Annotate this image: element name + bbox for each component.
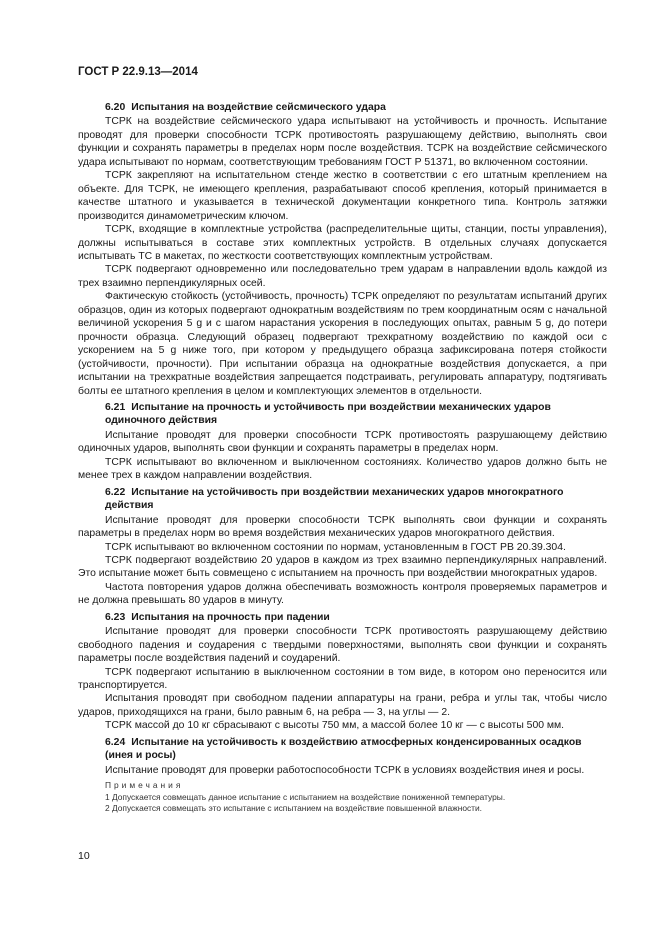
section-title: Испытание на устойчивость при воздействии механических ударов многократного действия	[105, 486, 564, 512]
section-6-21	[78, 401, 607, 483]
paragraph: Испытание проводят для проверки работоспособности ТСРК в условиях воздействия инея и росы.	[105, 764, 585, 776]
section-heading	[78, 401, 607, 428]
paragraph: ТСРК на воздействие сейсмического удара испытывают на устойчивость и прочность. Испытание проводят для проверки способности ТСРК противостоять разрушающему действию, выполнять свои функции и сохранять параметры в пределах норм после воздействия. ТСРК на воздействие сейсмического удара испытывают по нормам, соответствующим требованиям ГОСТ Р 51371, во включенном состоянии.	[78, 116, 607, 168]
page-content	[78, 98, 607, 815]
paragraph: ТСРК закрепляют на испытательном стенде жестко в соответствии с его штатным креплением на объекте. Для ТСРК, не имеющего крепления, разрабатывают способ крепления, который принимается в качестве штатного и указывается в технической документации конкретного типа. Контроль затяжки производится динамометрическим ключом.	[78, 170, 607, 222]
section-6-23	[78, 611, 607, 733]
section-6-22	[78, 486, 607, 608]
section-heading	[78, 736, 607, 763]
section-number: 6.23	[105, 611, 126, 623]
document-header: ГОСТ Р 22.9.13—2014	[78, 66, 198, 78]
paragraph: ТСРК испытывают во включенном и выключенном состояниях. Количество ударов должно быть не менее трех в каждом направлении воздействия.	[78, 456, 607, 482]
section-6-24	[78, 736, 607, 777]
notes-title: Примечания	[105, 780, 184, 791]
section-6-20	[78, 101, 607, 398]
section-title: Испытания на прочность при падении	[131, 611, 330, 623]
section-number: 6.20	[105, 102, 126, 113]
paragraph: ТСРК подвергают одновременно или последовательно трем ударам в направлении вдоль каждой из трех взаимно перпендикулярных осей.	[78, 264, 607, 289]
paragraph: ТСРК массой до 10 кг сбрасывают с высоты 750 мм, а массой более 10 кг — с высоты 500 мм.	[105, 720, 565, 732]
paragraph: Частота повторения ударов должна обеспечивать возможность контроля проверяемых параметров и не должна превышать 80 ударов в минуту.	[78, 581, 607, 607]
section-heading	[78, 486, 607, 513]
note-item: 1 Допускается совмещать данное испытание с испытанием на воздействие пониженной температуры.	[105, 791, 506, 802]
paragraph: Фактическую стойкость (устойчивость, прочность) ТСРК определяют по результатам испытаний других образцов, один из которых подвергают однократным воздействиям по трем координатным осям с начальной величиной ускорения 5 g и с шагом нарастания ускорения в последующих опытах, равным 5 g, до потери прочности образца. Следующий образец подвергают трехкратному воздействию по каждой оси с ускорением на 5 g ниже того, при котором у предыдущего образца зафиксирована потеря стойкости (устойчивости, прочности). При испытании образца на однократные воздействия допускается, а при испытании на трехкратные воздействия запрещается подстраивать, регулировать аппаратуру, подтягивать болты ее штатного крепления в целом и комплектующих элементов в отдельности.	[78, 291, 607, 397]
paragraph: Испытание проводят для проверки способности ТСРК противостоять разрушающему действию одиночных ударов, выполнять свои функции и сохранять параметры в пределах норм.	[78, 429, 607, 455]
paragraph: Испытания проводят при свободном падении аппаратуры на грани, ребра и углы так, чтобы число ударов, приходящихся на грани, было равным 6, на ребра — 3, на углы — 2.	[78, 693, 607, 718]
section-title: Испытание на прочность и устойчивость при воздействии механических ударов одиночного действия	[105, 401, 551, 427]
note-item: 2 Допускается совмещать это испытание с испытанием на воздействие повышенной влажности.	[105, 803, 483, 814]
paragraph: ТСРК подвергают испытанию в выключенном состоянии в том виде, в котором оно переносится или транспортируется.	[78, 666, 607, 692]
paragraph: Испытание проводят для проверки способности ТСРК выполнять свои функции и сохранять параметры в пределах норм во время воздействия механических ударов многократного действия.	[78, 514, 607, 540]
section-title: Испытание на устойчивость к воздействию атмосферных конденсированных осадков (инея и росы)	[105, 736, 582, 762]
section-heading	[78, 101, 607, 114]
paragraph: ТСРК подвергают воздействию 20 ударов в каждом из трех взаимно перпендикулярных направлений. Это испытание может быть совмещено с испытанием на прочность при воздействии многократных ударов.	[78, 554, 607, 580]
paragraph: ТСРК, входящие в комплектные устройства (распределительные щиты, станции, посты управления), должны испытываться в составе этих комплектных устройств. В отдельных случаях допускается испытывать ТС в макетах, по жесткости соответствующих комплектным устройствам.	[78, 224, 607, 262]
notes	[78, 780, 607, 815]
paragraph: Испытание проводят для проверки способности ТСРК противостоять разрушающему действию свободного падения и соударения с твердыми поверхностями, выполнять свои функции и сохранять параметры после воздействия падений и соударений.	[78, 626, 607, 665]
section-heading	[78, 611, 607, 624]
section-number: 6.24	[105, 736, 126, 748]
page-number: 10	[78, 850, 90, 862]
section-title: Испытания на воздействие сейсмического удара	[131, 102, 386, 113]
section-number: 6.22	[105, 486, 126, 498]
paragraph: ТСРК испытывают во включенном состоянии по нормам, установленным в ГОСТ РВ 20.39.304.	[105, 541, 566, 553]
section-number: 6.21	[105, 401, 126, 413]
